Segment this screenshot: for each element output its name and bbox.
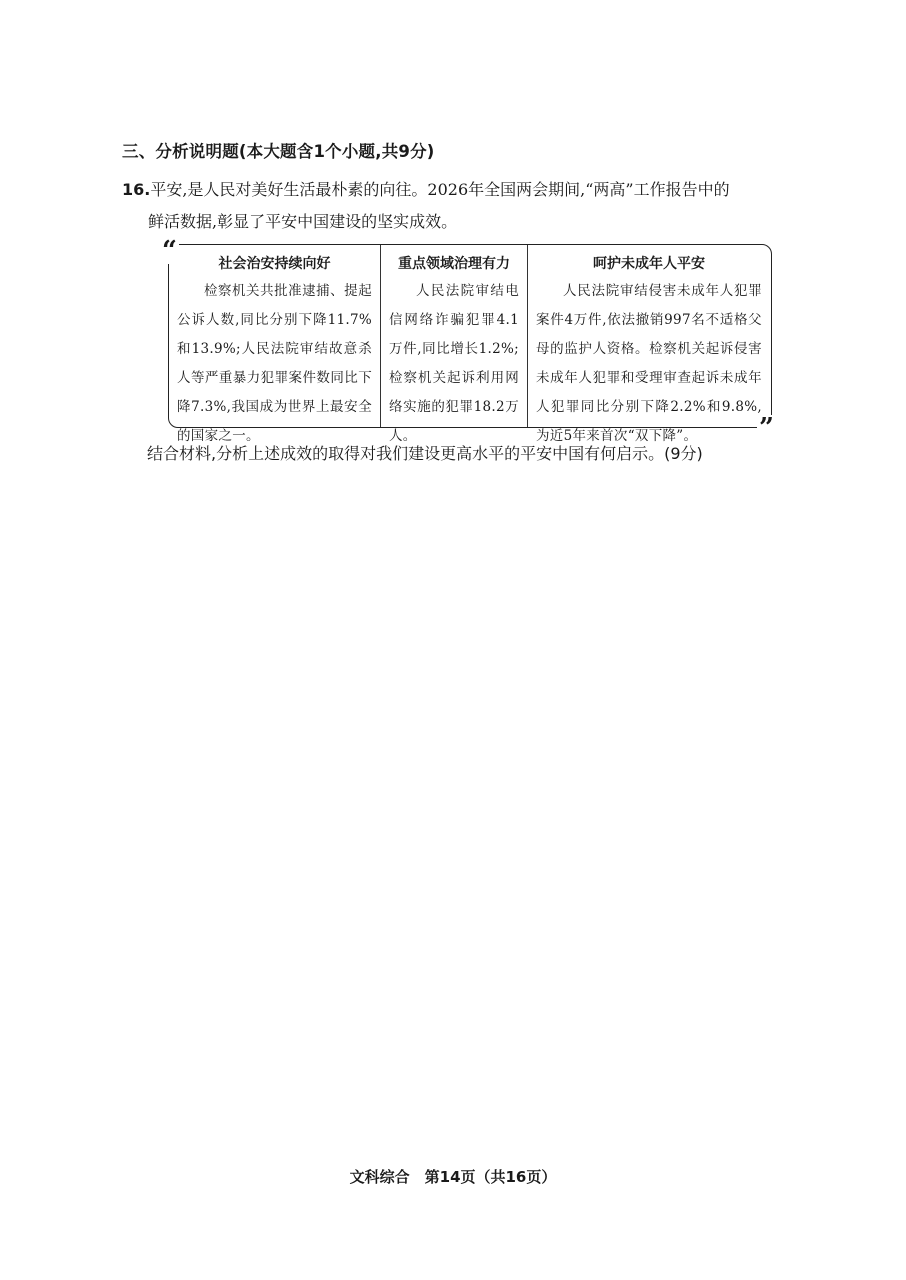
quote-close-mark: ” [759, 413, 774, 443]
column-heading: 重点领域治理有力 [398, 256, 510, 272]
question-line-2: 鲜活数据,彰显了平安中国建设的坚实成效。 [148, 212, 458, 231]
material-column-3 [527, 245, 770, 444]
question-text-1: 平安,是人民对美好生活最朴素的向往。2026年全国两会期间,“两高”工作报告中的 [150, 180, 730, 199]
quote-open-mark: “ [162, 236, 177, 266]
question-number: 16. [122, 180, 151, 199]
column-heading: 社会治安持续向好 [218, 256, 331, 272]
material-box [168, 244, 772, 444]
material-column-2 [380, 245, 527, 444]
column-body: 检察机关共批准逮捕、提起公诉人数,同比分别下降11.7%和13.9%;人民法院审结故意杀人等严重暴力犯罪案件数同比下降7.3%,我国成为世界上最安全的国家之一。 [177, 283, 372, 444]
task-prompt: 结合材料,分析上述成效的取得对我们建设更高水平的平安中国有何启示。(9分) [147, 444, 703, 463]
section-title: 三、分析说明题(本大题含1个小题,共9分) [122, 142, 435, 161]
column-body: 人民法院审结电信网络诈骗犯罪4.1万件,同比增长1.2%;检察机关起诉利用网络实施的犯罪18.2万人。 [389, 283, 519, 444]
question-stem [122, 174, 782, 238]
page-footer: 文科综合 第14页（共16页） [349, 1168, 557, 1186]
question-line-1 [122, 174, 782, 206]
material-column-1 [169, 245, 380, 444]
column-body: 人民法院审结侵害未成年人犯罪案件4万件,依法撤销997名不适格父母的监护人资格。检察机关起诉侵害未成年人犯罪和受理审查起诉未成年人犯罪同比分别下降2.2%和9.8%,为近5年来首次“双下降”。 [536, 283, 762, 444]
column-heading: 呵护未成年人平安 [593, 256, 705, 272]
